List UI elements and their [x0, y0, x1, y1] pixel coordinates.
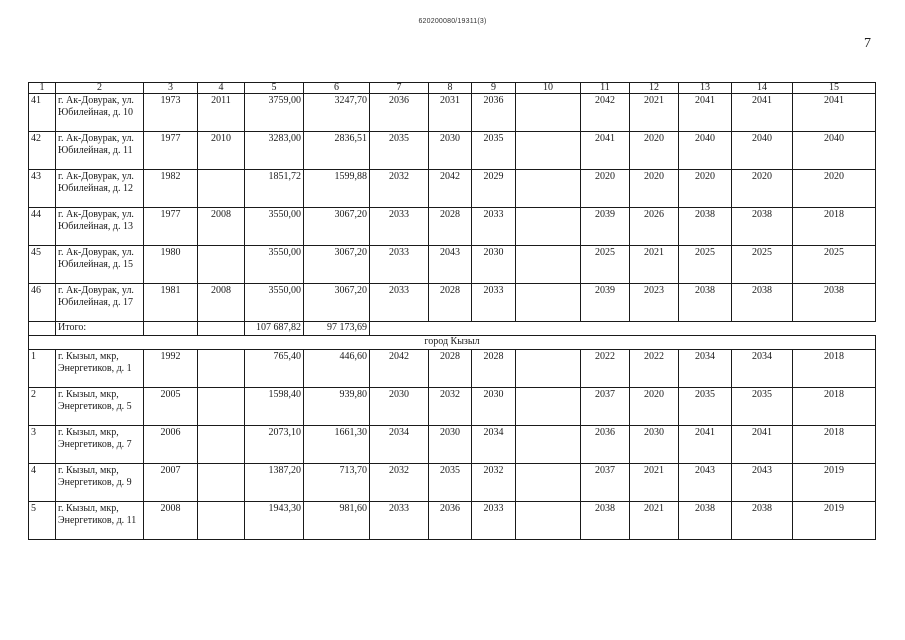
table-row: [29, 426, 876, 464]
table-row: [29, 94, 876, 132]
value-cell: 2034: [679, 350, 732, 388]
value-cell: [516, 170, 581, 208]
value-cell: 1387,20: [245, 464, 304, 502]
value-cell: 2039: [581, 208, 630, 246]
value-cell: 2032: [429, 388, 472, 426]
address-cell: г. Кызыл, мкр, Энергетиков, д. 9: [56, 464, 144, 502]
value-cell: 2035: [732, 388, 793, 426]
row-number-cell: 3: [29, 426, 56, 464]
row-number-cell: 43: [29, 170, 56, 208]
value-cell: 2032: [370, 464, 429, 502]
value-cell: 2035: [370, 132, 429, 170]
value-cell: 2038: [679, 208, 732, 246]
value-cell: 2038: [732, 502, 793, 540]
data-table: [28, 82, 876, 540]
row-number-cell: 42: [29, 132, 56, 170]
value-cell: 2008: [198, 208, 245, 246]
row-number-cell: 46: [29, 284, 56, 322]
value-cell: 2033: [370, 246, 429, 284]
empty-cell: [198, 322, 245, 336]
value-cell: 2026: [630, 208, 679, 246]
value-cell: [198, 388, 245, 426]
value-cell: 2025: [581, 246, 630, 284]
value-cell: 2025: [679, 246, 732, 284]
value-cell: 2030: [429, 426, 472, 464]
value-cell: [516, 350, 581, 388]
value-cell: 2021: [630, 94, 679, 132]
total-area-value: 107 687,82: [245, 322, 304, 336]
empty-cell: [144, 322, 198, 336]
value-cell: 2038: [732, 208, 793, 246]
value-cell: 2020: [793, 170, 876, 208]
value-cell: 2006: [144, 426, 198, 464]
value-cell: 713,70: [304, 464, 370, 502]
value-cell: 2038: [581, 502, 630, 540]
value-cell: 2042: [370, 350, 429, 388]
value-cell: 2034: [472, 426, 516, 464]
value-cell: 2033: [472, 284, 516, 322]
value-cell: 1980: [144, 246, 198, 284]
table-row: [29, 464, 876, 502]
value-cell: 2028: [429, 350, 472, 388]
table-row: [29, 170, 876, 208]
column-number-cell: 14: [732, 83, 793, 94]
value-cell: 2041: [581, 132, 630, 170]
value-cell: 3550,00: [245, 246, 304, 284]
table-row: [29, 132, 876, 170]
value-cell: 2042: [581, 94, 630, 132]
value-cell: [516, 132, 581, 170]
address-cell: г. Кызыл, мкр, Энергетиков, д. 1: [56, 350, 144, 388]
address-cell: г. Ак-Довурак, ул. Юбилейная, д. 11: [56, 132, 144, 170]
value-cell: 2020: [630, 132, 679, 170]
value-cell: 2005: [144, 388, 198, 426]
document-code: 620200080/19311(3): [418, 18, 487, 25]
value-cell: 2033: [472, 208, 516, 246]
value-cell: 939,80: [304, 388, 370, 426]
value-cell: 3759,00: [245, 94, 304, 132]
table-row: [29, 350, 876, 388]
value-cell: 2041: [679, 426, 732, 464]
value-cell: 2028: [472, 350, 516, 388]
column-number-cell: 15: [793, 83, 876, 94]
value-cell: 2035: [679, 388, 732, 426]
value-cell: [516, 94, 581, 132]
table-row: [29, 208, 876, 246]
value-cell: 2025: [793, 246, 876, 284]
value-cell: 1661,30: [304, 426, 370, 464]
value-cell: 2035: [429, 464, 472, 502]
value-cell: 2030: [429, 132, 472, 170]
value-cell: 2021: [630, 464, 679, 502]
value-cell: 3283,00: [245, 132, 304, 170]
value-cell: 3550,00: [245, 208, 304, 246]
value-cell: 2030: [630, 426, 679, 464]
column-number-cell: 7: [370, 83, 429, 94]
value-cell: 2041: [732, 94, 793, 132]
value-cell: 2018: [793, 208, 876, 246]
value-cell: 2036: [370, 94, 429, 132]
value-cell: 2038: [679, 284, 732, 322]
value-cell: [516, 388, 581, 426]
column-number-cell: 3: [144, 83, 198, 94]
value-cell: 1982: [144, 170, 198, 208]
value-cell: 2020: [630, 388, 679, 426]
value-cell: [516, 426, 581, 464]
table-row: [29, 284, 876, 322]
value-cell: 2028: [429, 284, 472, 322]
value-cell: 2020: [581, 170, 630, 208]
column-number-cell: 6: [304, 83, 370, 94]
value-cell: 2043: [732, 464, 793, 502]
address-cell: г. Ак-Довурак, ул. Юбилейная, д. 17: [56, 284, 144, 322]
row-number-cell: 45: [29, 246, 56, 284]
value-cell: 981,60: [304, 502, 370, 540]
value-cell: 2040: [793, 132, 876, 170]
value-cell: 2036: [472, 94, 516, 132]
value-cell: 2041: [679, 94, 732, 132]
value-cell: 2042: [429, 170, 472, 208]
value-cell: [516, 464, 581, 502]
address-cell: г. Кызыл, мкр, Энергетиков, д. 5: [56, 388, 144, 426]
column-number-cell: 1: [29, 83, 56, 94]
value-cell: 2008: [144, 502, 198, 540]
value-cell: 3067,20: [304, 284, 370, 322]
value-cell: 2030: [472, 246, 516, 284]
value-cell: 3067,20: [304, 246, 370, 284]
value-cell: 2039: [581, 284, 630, 322]
value-cell: [198, 426, 245, 464]
value-cell: 1981: [144, 284, 198, 322]
value-cell: [516, 284, 581, 322]
value-cell: 3067,20: [304, 208, 370, 246]
value-cell: 1851,72: [245, 170, 304, 208]
value-cell: 2008: [198, 284, 245, 322]
value-cell: [516, 502, 581, 540]
row-number-cell: 4: [29, 464, 56, 502]
value-cell: 2041: [793, 94, 876, 132]
value-cell: 2038: [793, 284, 876, 322]
address-cell: г. Ак-Довурак, ул. Юбилейная, д. 12: [56, 170, 144, 208]
row-number-cell: 41: [29, 94, 56, 132]
value-cell: 2033: [370, 208, 429, 246]
total-row: [29, 322, 876, 336]
column-number-cell: 9: [472, 83, 516, 94]
value-cell: 2040: [679, 132, 732, 170]
value-cell: 2030: [472, 388, 516, 426]
value-cell: 2022: [630, 350, 679, 388]
value-cell: [198, 350, 245, 388]
value-cell: 2033: [472, 502, 516, 540]
value-cell: 2018: [793, 350, 876, 388]
value-cell: 2025: [732, 246, 793, 284]
value-cell: 1977: [144, 132, 198, 170]
value-cell: 3247,70: [304, 94, 370, 132]
value-cell: 1598,40: [245, 388, 304, 426]
row-number-cell: 1: [29, 350, 56, 388]
value-cell: 2022: [581, 350, 630, 388]
value-cell: 2037: [581, 388, 630, 426]
value-cell: 2020: [630, 170, 679, 208]
section-header-row: [29, 336, 876, 350]
value-cell: 2021: [630, 246, 679, 284]
column-number-cell: 5: [245, 83, 304, 94]
value-cell: 1977: [144, 208, 198, 246]
value-cell: 1992: [144, 350, 198, 388]
value-cell: 2018: [793, 388, 876, 426]
value-cell: 2037: [581, 464, 630, 502]
address-cell: г. Кызыл, мкр, Энергетиков, д. 11: [56, 502, 144, 540]
empty-cell: [29, 322, 56, 336]
value-cell: 2043: [429, 246, 472, 284]
column-number-cell: 8: [429, 83, 472, 94]
value-cell: 2028: [429, 208, 472, 246]
table-row: [29, 246, 876, 284]
address-cell: г. Ак-Довурак, ул. Юбилейная, д. 10: [56, 94, 144, 132]
value-cell: 2036: [429, 502, 472, 540]
value-cell: 2019: [793, 502, 876, 540]
column-number-cell: 11: [581, 83, 630, 94]
value-cell: 2019: [793, 464, 876, 502]
row-number-cell: 5: [29, 502, 56, 540]
column-number-cell: 4: [198, 83, 245, 94]
table-row: [29, 502, 876, 540]
total-living-area-value: 97 173,69: [304, 322, 370, 336]
value-cell: [198, 246, 245, 284]
value-cell: 2035: [472, 132, 516, 170]
value-cell: 2836,51: [304, 132, 370, 170]
value-cell: 2036: [581, 426, 630, 464]
value-cell: 2021: [630, 502, 679, 540]
value-cell: 2038: [679, 502, 732, 540]
column-number-cell: 2: [56, 83, 144, 94]
value-cell: 446,60: [304, 350, 370, 388]
value-cell: 2041: [732, 426, 793, 464]
value-cell: 2018: [793, 426, 876, 464]
value-cell: 1599,88: [304, 170, 370, 208]
value-cell: [516, 208, 581, 246]
value-cell: 3550,00: [245, 284, 304, 322]
value-cell: 2020: [732, 170, 793, 208]
value-cell: 2038: [732, 284, 793, 322]
value-cell: 2010: [198, 132, 245, 170]
column-number-cell: 13: [679, 83, 732, 94]
value-cell: [198, 170, 245, 208]
address-cell: г. Ак-Довурак, ул. Юбилейная, д. 15: [56, 246, 144, 284]
value-cell: 2073,10: [245, 426, 304, 464]
column-number-cell: 10: [516, 83, 581, 94]
table-body: [29, 83, 876, 540]
value-cell: 2011: [198, 94, 245, 132]
value-cell: 2033: [370, 284, 429, 322]
value-cell: 2029: [472, 170, 516, 208]
address-cell: г. Ак-Довурак, ул. Юбилейная, д. 13: [56, 208, 144, 246]
value-cell: 1943,30: [245, 502, 304, 540]
column-number-cell: 12: [630, 83, 679, 94]
value-cell: 2032: [370, 170, 429, 208]
section-title: город Кызыл: [29, 336, 876, 350]
value-cell: 2023: [630, 284, 679, 322]
value-cell: [198, 502, 245, 540]
value-cell: [516, 246, 581, 284]
value-cell: [198, 464, 245, 502]
value-cell: 765,40: [245, 350, 304, 388]
value-cell: 2040: [732, 132, 793, 170]
value-cell: 2007: [144, 464, 198, 502]
value-cell: 2020: [679, 170, 732, 208]
value-cell: 2043: [679, 464, 732, 502]
value-cell: 2034: [732, 350, 793, 388]
value-cell: 2031: [429, 94, 472, 132]
table-row: [29, 388, 876, 426]
page-number: 7: [864, 36, 871, 51]
value-cell: 2032: [472, 464, 516, 502]
value-cell: 2030: [370, 388, 429, 426]
column-number-row: [29, 83, 876, 94]
value-cell: 1973: [144, 94, 198, 132]
row-number-cell: 2: [29, 388, 56, 426]
value-cell: 2034: [370, 426, 429, 464]
total-label: Итого:: [56, 322, 144, 336]
value-cell: 2033: [370, 502, 429, 540]
row-number-cell: 44: [29, 208, 56, 246]
address-cell: г. Кызыл, мкр, Энергетиков, д. 7: [56, 426, 144, 464]
